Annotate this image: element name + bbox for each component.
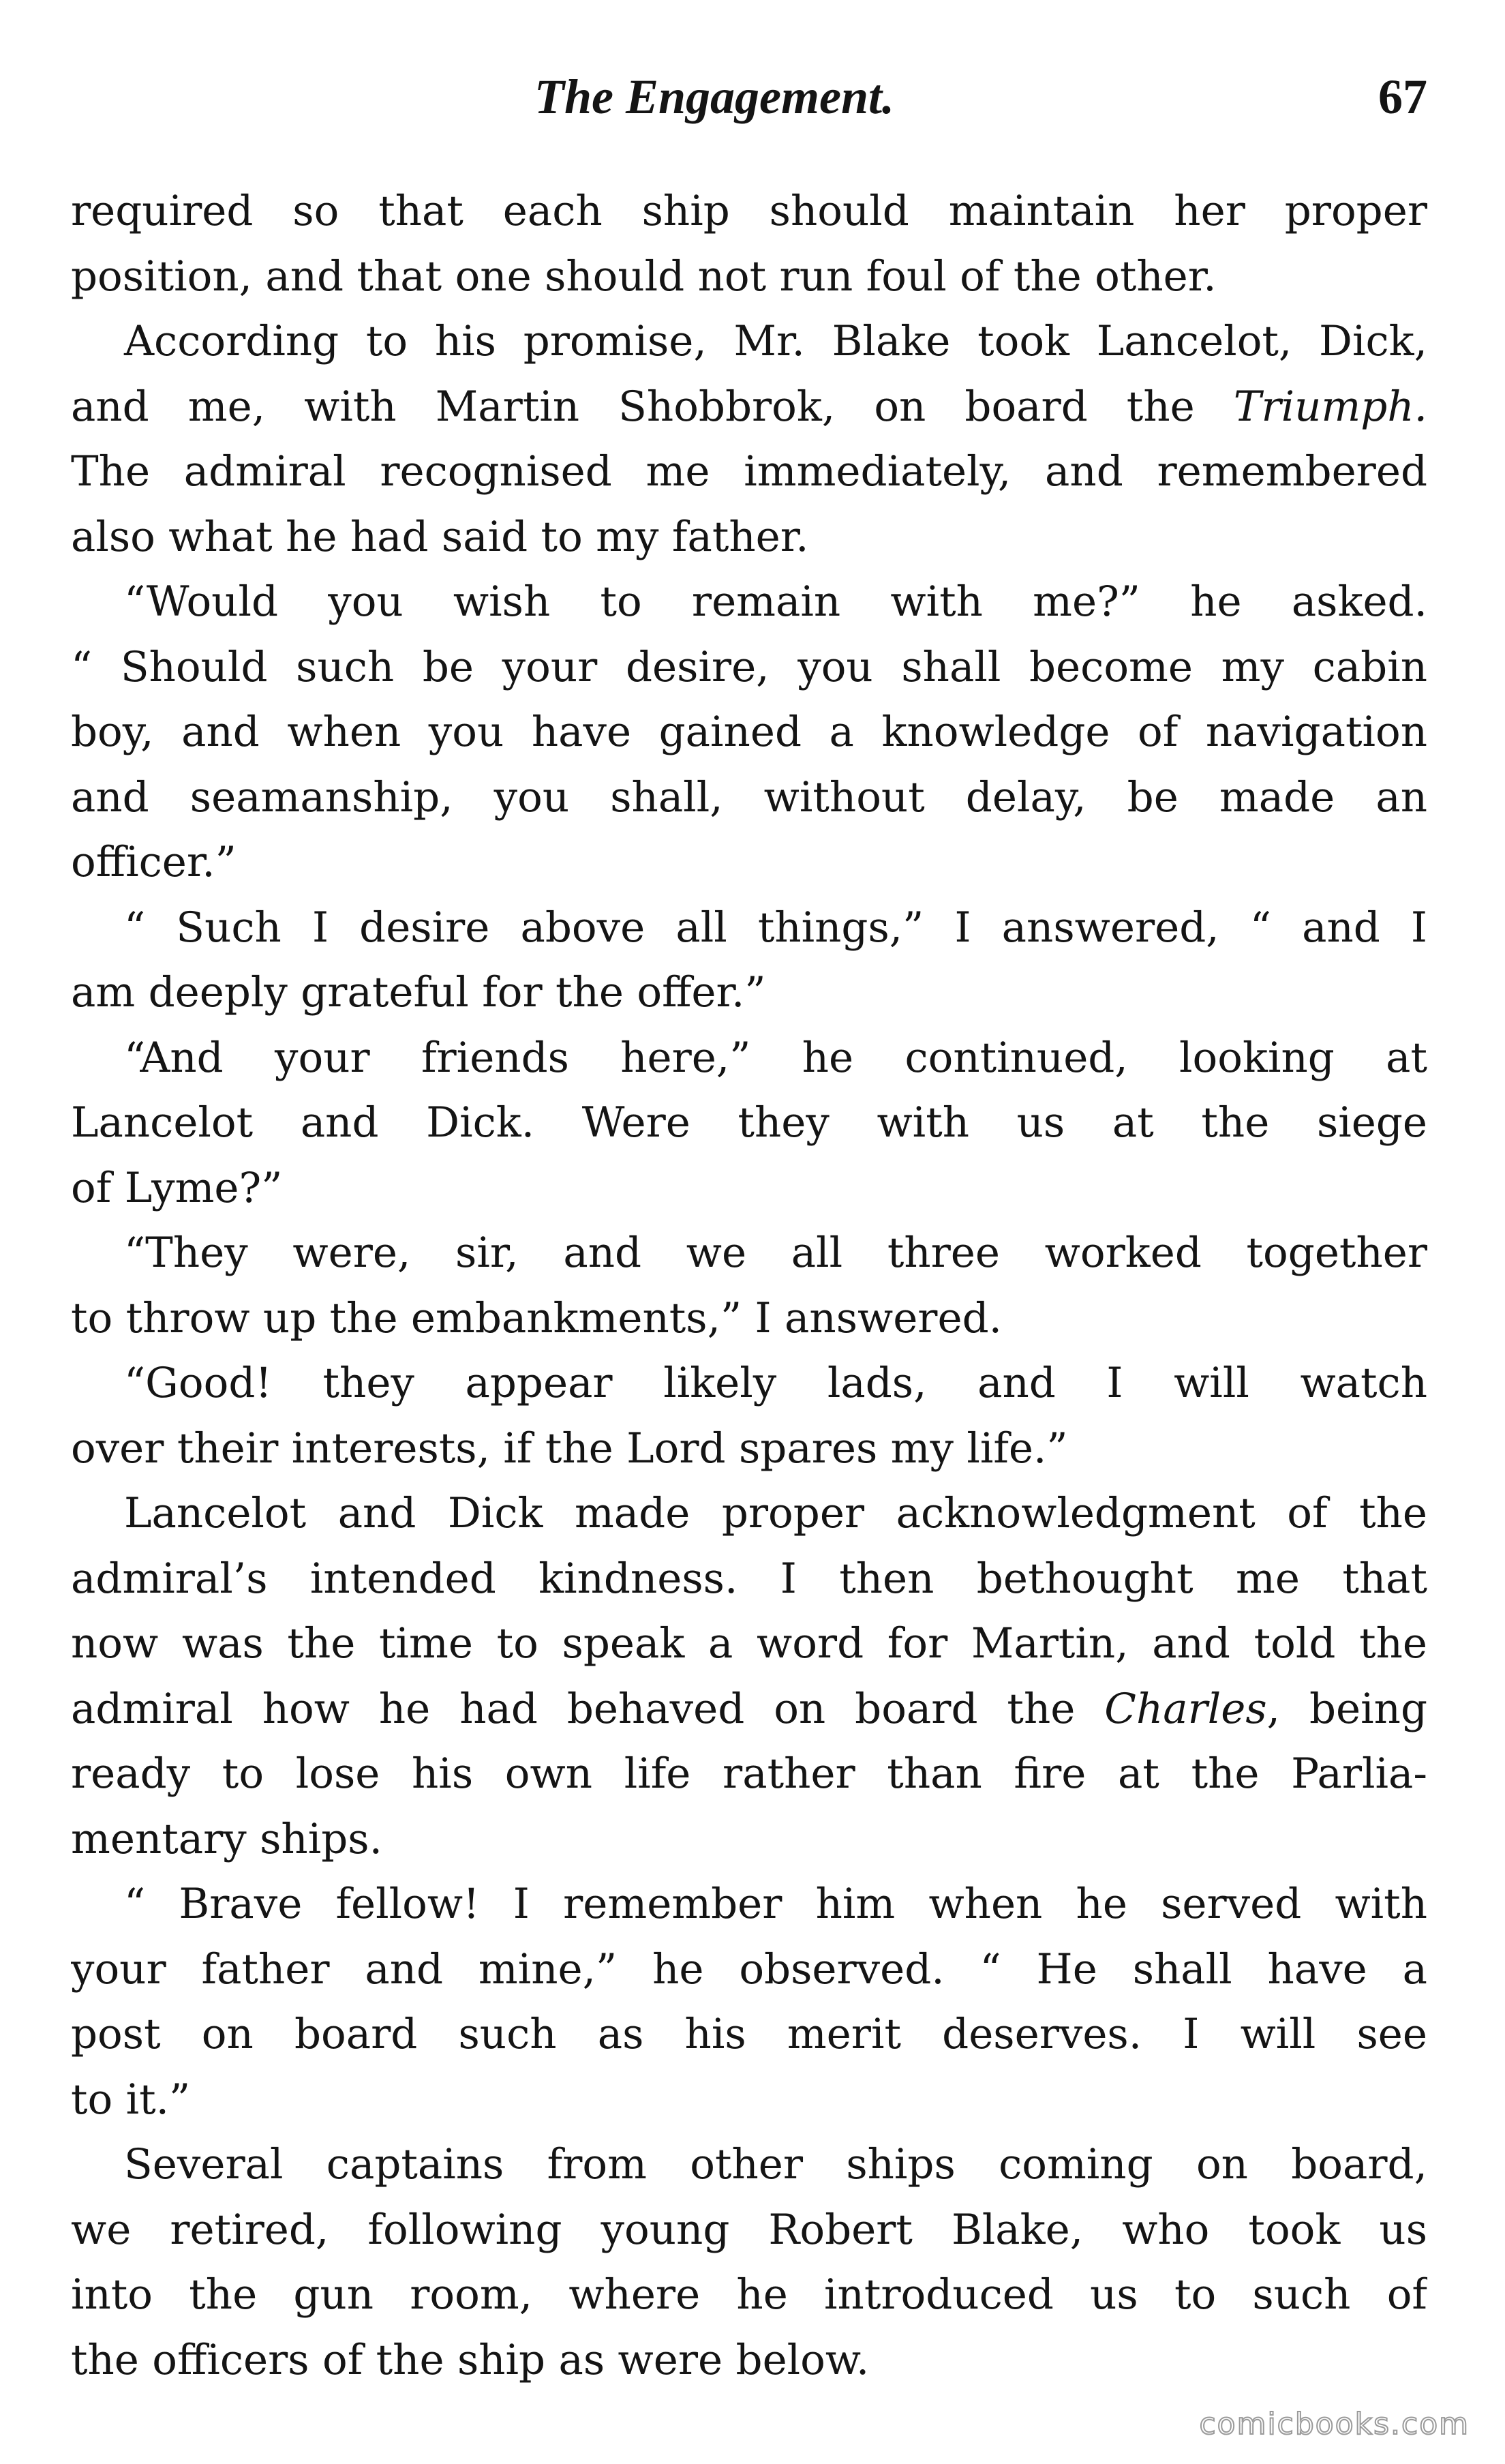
text-line: mentary ships. [71, 1814, 382, 1863]
page-header [71, 63, 1427, 131]
text-line: “ Such I desire above all things,” I answered, “ and I [124, 903, 1427, 952]
text-line: “And your friends here,” he continued, looking at [124, 1033, 1427, 1082]
text-line: “They were, sir, and we all three worked together [124, 1229, 1427, 1277]
text-line: your father and mine,” he observed. “ He shall have a [71, 1944, 1427, 1994]
text-line: position, and that one should not run foul of the other. [71, 252, 1217, 301]
text-line: to it.” [71, 2075, 191, 2124]
text-line: the officers of the ship as were below. [71, 2335, 870, 2384]
line-text: and me, with Martin Shobbrok, on board the [71, 382, 1234, 431]
ship-name-triumph: Triumph. [1233, 382, 1427, 431]
text-line: Several captains from other ships coming on board, [124, 2140, 1427, 2189]
ship-name-charles: Charles [1104, 1684, 1267, 1733]
text-line: post on board such as his merit deserves. I will see [71, 2010, 1427, 2058]
text-line [71, 1677, 1427, 1742]
running-title: The Engagement. [534, 70, 895, 124]
text-line: admiral’s intended kindness. I then bethought me that [71, 1554, 1427, 1603]
text-line [71, 374, 1427, 440]
text-line: into the gun room, where he introduced us to such of [71, 2270, 1427, 2319]
line-text: , being [1266, 1684, 1427, 1733]
text-line: ready to lose his own life rather than fire at the Parlia- [71, 1749, 1427, 1798]
text-line: also what he had said to my father. [71, 512, 809, 561]
text-line: of Lyme?” [71, 1163, 283, 1212]
text-line: Lancelot and Dick made proper acknowledgment of the [124, 1489, 1427, 1537]
text-line: now was the time to speak a word for Martin, and told the [71, 1619, 1427, 1668]
text-line: According to his promise, Mr. Blake took Lancelot, Dick, [124, 317, 1427, 365]
watermark: comicbooks.com [1199, 2407, 1470, 2442]
body-text [71, 179, 1427, 2392]
text-line: and seamanship, you shall, without delay, be made an [71, 772, 1427, 822]
text-line: am deeply grateful for the offer.” [71, 968, 766, 1017]
text-line: required so that each ship should maintain her proper [71, 187, 1427, 235]
text-line: “Would you wish to remain with me?” he asked. [124, 577, 1427, 626]
text-line: “ Should such be your desire, you shall become my cabin [71, 642, 1427, 691]
text-line: officer.” [71, 838, 237, 886]
text-line: Lancelot and Dick. Were they with us at the siege [71, 1098, 1427, 1147]
line-text: admiral how he had behaved on board the [71, 1684, 1105, 1733]
text-line: boy, and when you have gained a knowledge of navigation [71, 708, 1427, 756]
text-line: to throw up the embankments,” I answered. [71, 1293, 1003, 1342]
text-line: we retired, following young Robert Blake, who took us [71, 2205, 1427, 2254]
text-line: “ Brave fellow! I remember him when he served with [124, 1880, 1427, 1928]
text-line: over their interests, if the Lord spares my life.” [71, 1424, 1068, 1473]
text-line: The admiral recognised me immediately, and remembered [71, 447, 1427, 496]
page-number: 67 [1378, 70, 1427, 124]
text-line: “Good! they appear likely lads, and I will watch [124, 1359, 1427, 1407]
